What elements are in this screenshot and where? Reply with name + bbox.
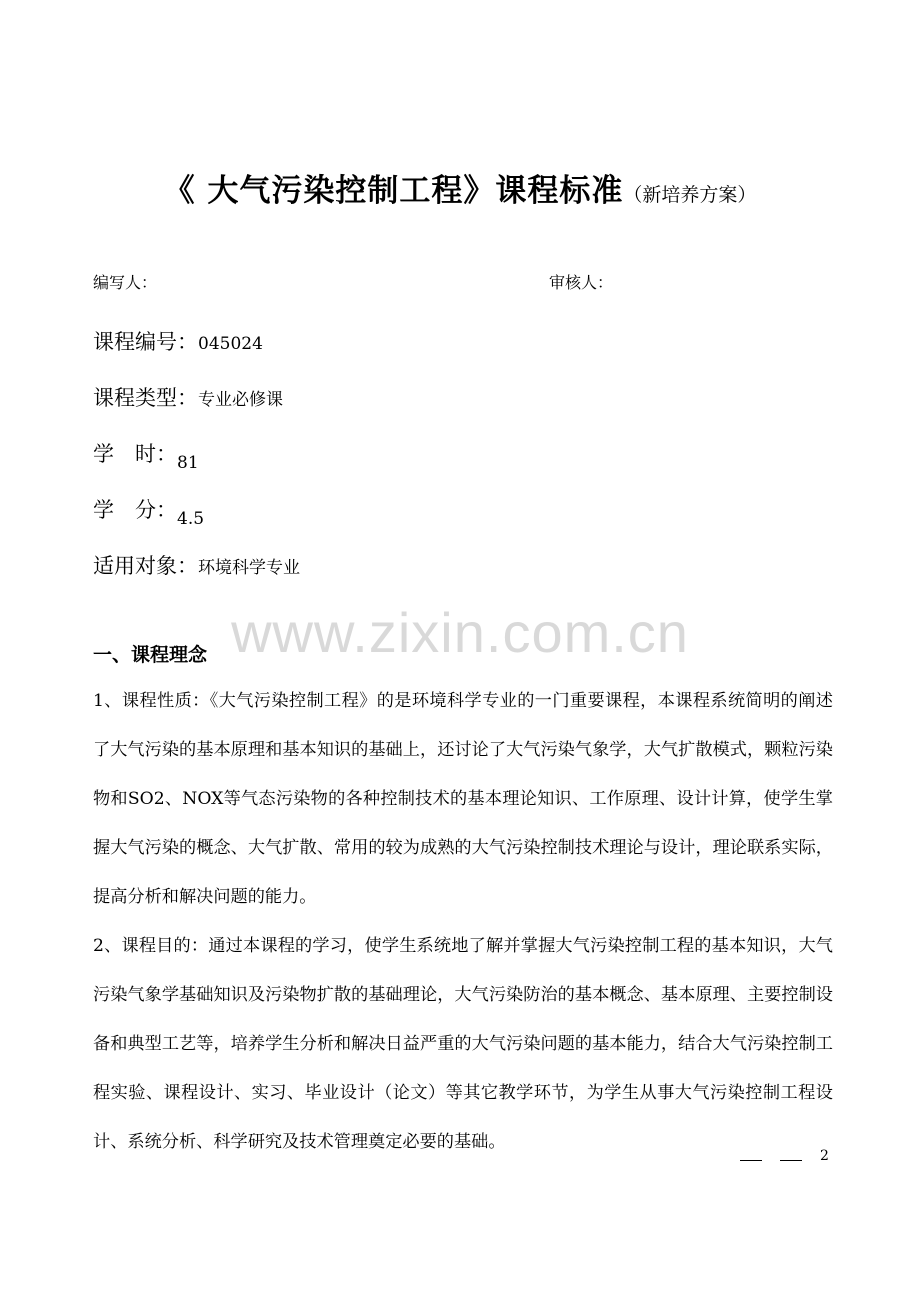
- hours-value: 81: [177, 453, 199, 473]
- section-heading: 一、课程理念: [93, 644, 208, 666]
- page-number: 2: [820, 1148, 829, 1164]
- title-main: 《 大气污染控制工程》课程标准: [163, 173, 624, 209]
- course-code-field: [93, 326, 263, 356]
- hours-field: [93, 438, 199, 473]
- course-code-label: 课程编号：: [93, 330, 198, 354]
- course-code-value: 045024: [198, 334, 263, 354]
- credits-field: [93, 494, 204, 529]
- page-footer: [740, 1148, 829, 1164]
- hours-label: 学 时：: [93, 442, 177, 466]
- title-suffix: （新培养方案）: [623, 184, 757, 206]
- course-type-value: 专业必修课: [198, 390, 283, 410]
- course-type-label: 课程类型：: [93, 386, 198, 410]
- watermark: www.zixin.com.cn: [231, 601, 689, 664]
- reviewer-label: 审核人：: [549, 273, 614, 292]
- footer-dash-left: [740, 1148, 762, 1161]
- audience-label: 适用对象：: [93, 554, 198, 578]
- author-reviewer-row: [93, 270, 833, 293]
- course-type-field: [93, 382, 283, 412]
- credits-label: 学 分：: [93, 498, 177, 522]
- footer-dash-right: [780, 1148, 802, 1161]
- audience-value: 环境科学专业: [198, 558, 300, 578]
- credits-value: 4.5: [177, 509, 205, 529]
- paragraph-course-purpose: 2、课程目的：通过本课程的学习，使学生系统地了解并掌握大气污染控制工程的基本知识，大气污染气象学基础知识及污染物扩散的基础理论，大气污染防治的基本概念、基本原理、主要控制设备和典型工艺等，培养学生分析和解决日益严重的大气污染问题的基本能力，结合大气污染控制工程实验、课程设计、实习、毕业设计（论文）等其它教学环节，为学生从事大气污染控制工程设计、系统分析、科学研究及技术管理奠定必要的基础。: [93, 936, 833, 1152]
- document-title: [0, 165, 920, 210]
- author-label: 编写人：: [93, 273, 158, 292]
- audience-field: [93, 550, 300, 580]
- paragraph-course-nature: 1、课程性质：《大气污染控制工程》的是环境科学专业的一门重要课程，本课程系统简明的阐述了大气污染的基本原理和基本知识的基础上，还讨论了大气污染气象学，大气扩散模式，颗粒污染物和SO2、NOX等气态污染物的各种控制技术的基本理论知识、工作原理、设计计算，使学生掌握大气污染的概念、大气扩散、常用的较为成熟的大气污染控制技术理论与设计，理论联系实际，提高分析和解决问题的能力。: [93, 691, 833, 907]
